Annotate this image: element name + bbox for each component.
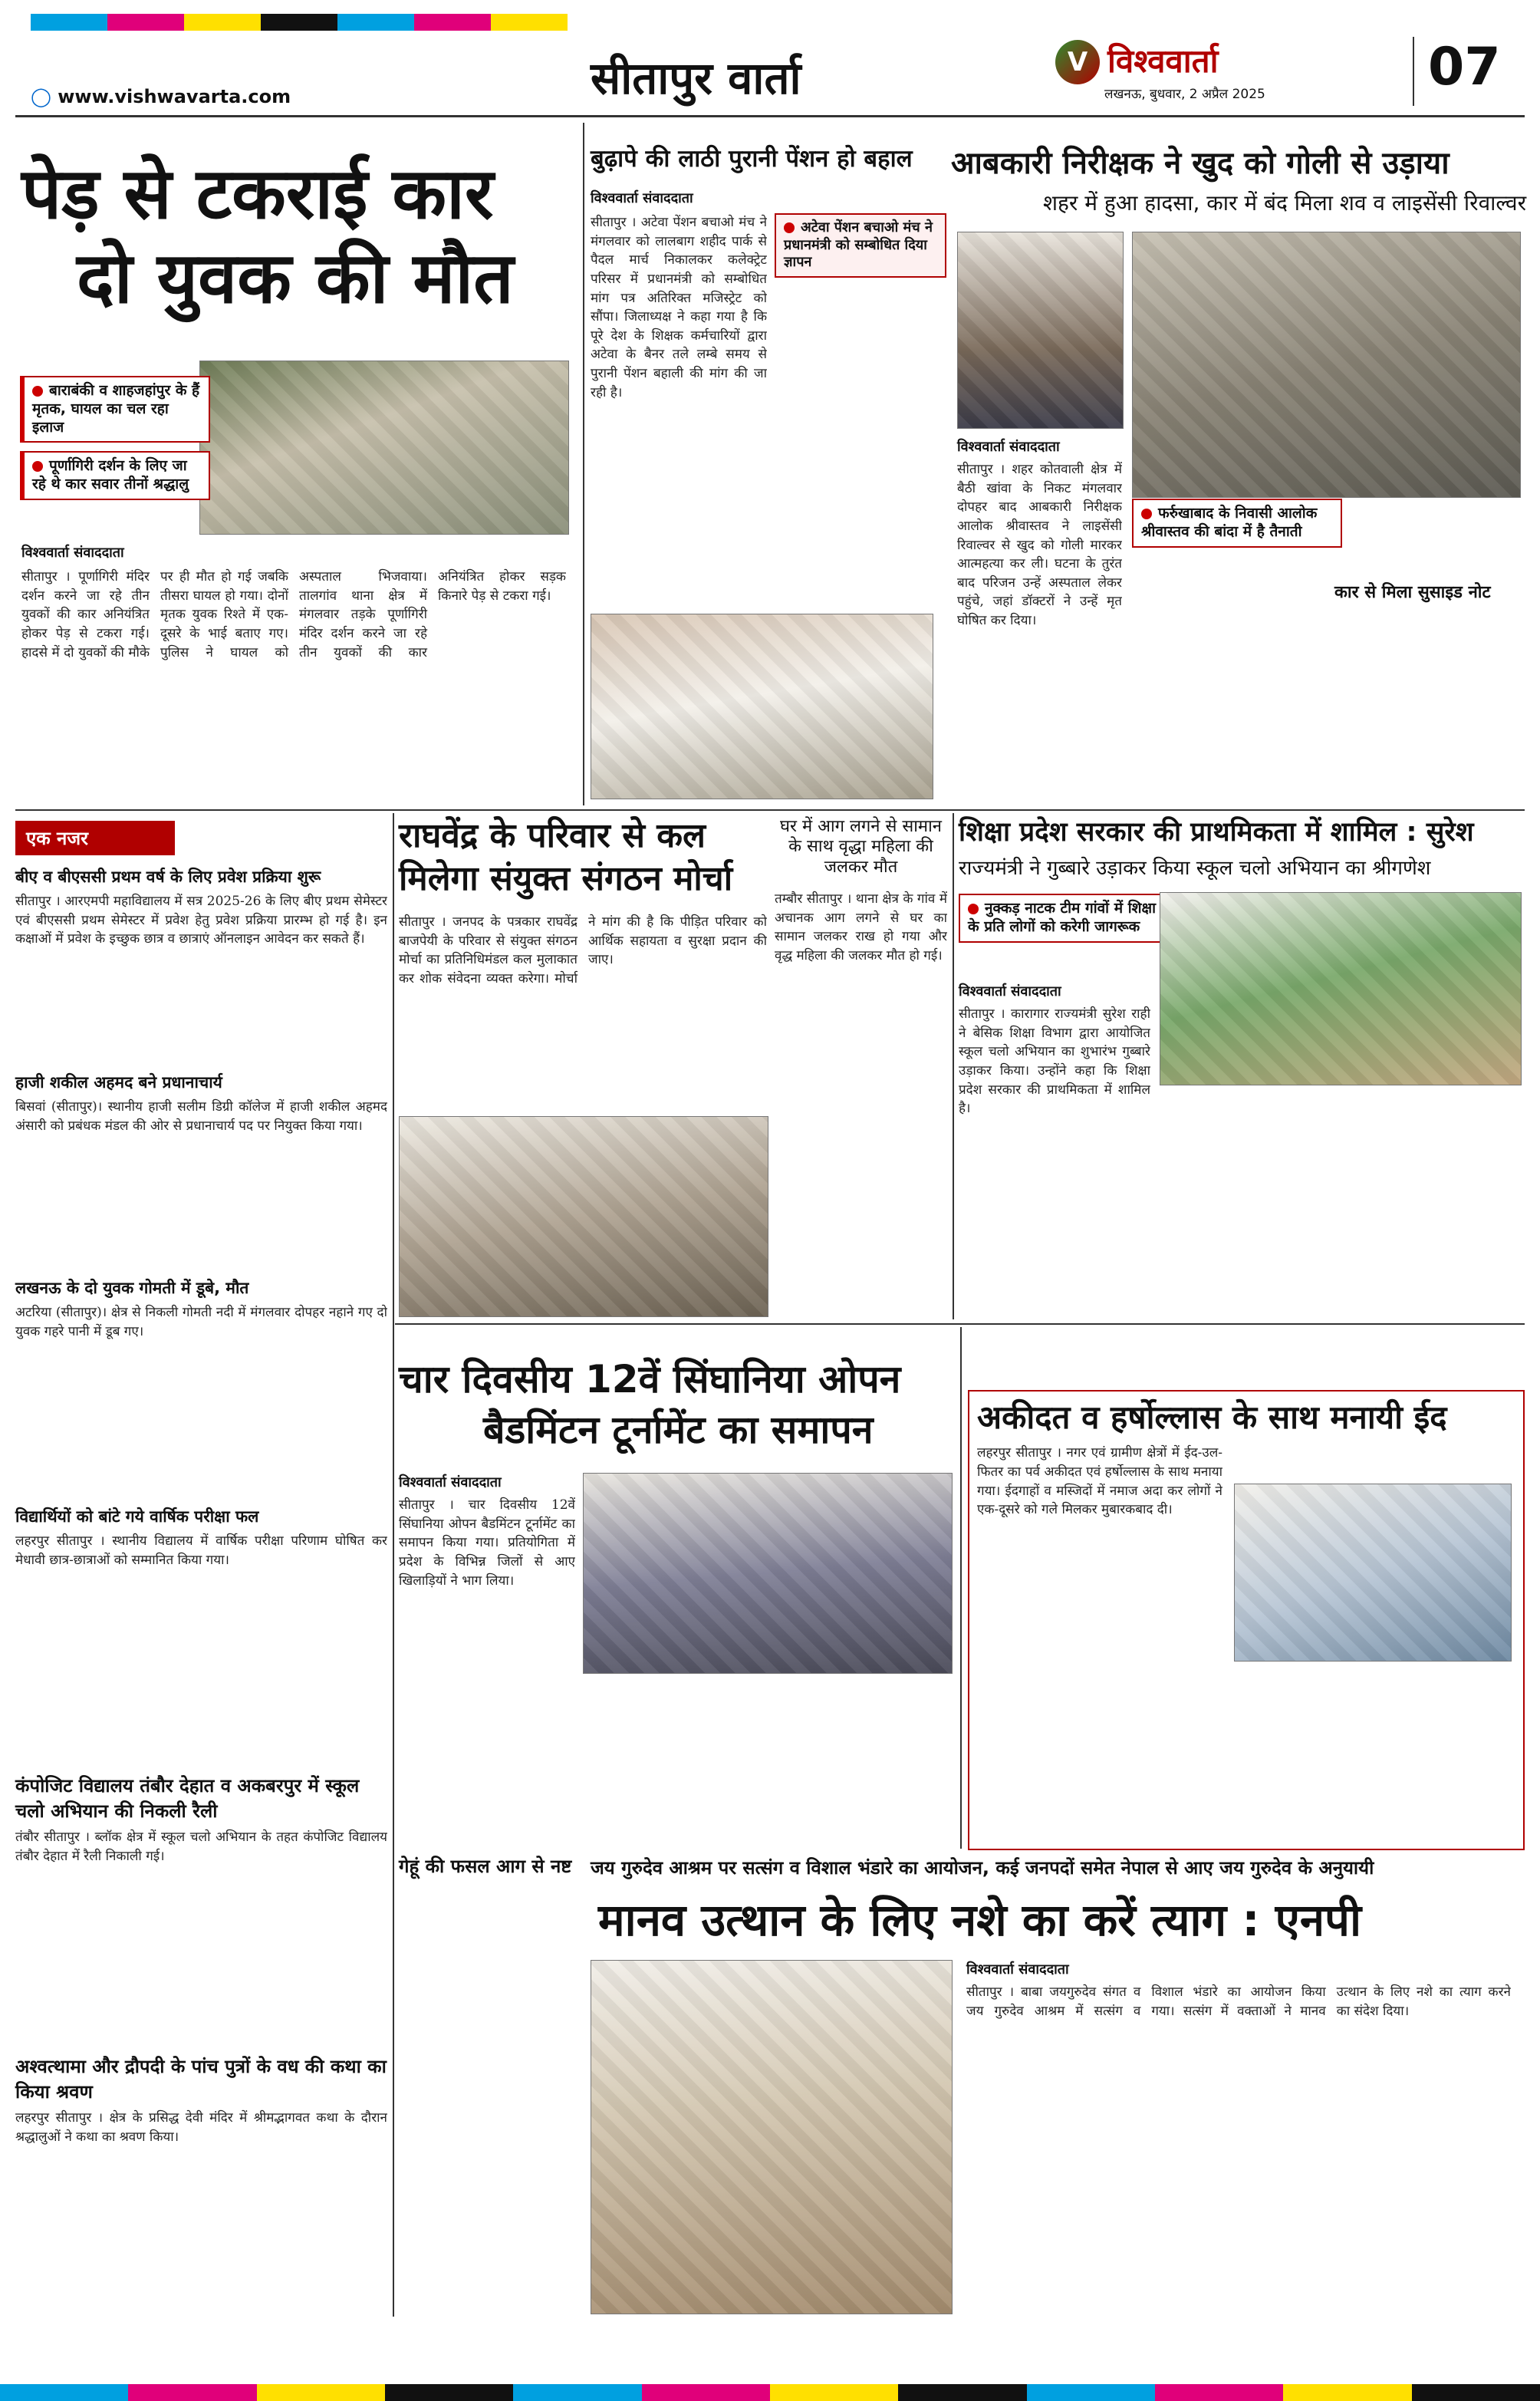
story6-body: सीतापुर । कारागार राज्यमंत्री सुरेश राही ने बेसिक शिक्षा विभाग द्वारा आयोजित स्कूल चलो अभियान का शुभारंभ गुब्बारे उड़ाकर किया। उन्होंने कहा कि शिक्षा प्रदेश सरकार की प्राथमिकता में शामिल है। [959,1006,1150,1117]
sidebar-item [15,1506,387,1762]
story2-photo-rally [591,614,933,799]
story7-photo-players [583,1473,953,1674]
sidebar-item-text: लहरपुर सीतापुर । क्षेत्र के प्रसिद्ध देवी मंदिर में श्रीमद्भागवत कथा के दौरान श्रद्धालुओं ने कथा का श्रवण किया। [15,2110,387,2145]
sidebar-ek-nazar [15,821,387,2317]
sidebar-item-text: अटरिया (सीतापुर)। क्षेत्र से निकली गोमती नदी में मंगलवार दोपहर नहाने गए दो युवक गहरे पानी में डूब गए। [15,1305,387,1339]
masthead-rule [15,115,1525,117]
globe-icon: ◯ [31,86,51,107]
story4-body: सीतापुर । जनपद के पत्रकार राघवेंद्र बाजपेयी के परिवार से संयुक्त संगठन मोर्चा का प्रतिनिधिमंडल कल मुलाकात कर शोक संवेदना व्यक्त करेगा। मोर्चा ने मांग की है कि पीड़ित परिवार को आर्थिक सहायता व सुरक्षा प्रदान की जाए। [399,914,767,986]
sidebar-item [15,1072,387,1266]
story10-byline: विश्ववार्ता संवाददाता [966,1961,1069,1978]
story10-headline: मानव उत्थान के लिए नशे का करें त्याग : एनपी [598,1894,1362,1946]
sidebar-item-head: बीए व बीएससी प्रथम वर्ष के लिए प्रवेश प्रक्रिया शुरू [15,868,321,886]
sidebar-item-head: विद्यार्थियों को बांटे गये वार्षिक परीक्षा फल [15,1507,259,1526]
story4-photo-meeting [399,1116,768,1317]
story3-callout: फर्रुखाबाद के निवासी आलोक श्रीवास्तव की बांदा में है तैनाती [1132,499,1342,548]
story6-deck: राज्यमंत्री ने गुब्बारे उड़ाकर किया स्कूल चलो अभियान का श्रीगणेश [959,857,1431,880]
column-rule [953,813,954,1319]
story2-headline: बुढ़ापे की लाठी पुरानी पेंशन हो बहाल [591,145,913,173]
column-rule [583,123,584,805]
bullet-icon [1141,509,1152,519]
story6-byline: विश्ववार्ता संवाददाता [959,983,1061,1000]
story3 [951,146,1525,805]
page-number: 07 [1428,37,1501,97]
story1-body: सीतापुर । पूर्णागिरी मंदिर दर्शन करने जा रहे तीन युवकों की कार अनियंत्रित होकर पेड़ से टकरा गई। हादसे में दो युवकों की मौके पर ही मौत हो गई जबकि तीसरा घायल हो गया। दोनों मृतक युवक रिश्ते में एक-दूसरे के भाई बताए गए। पुलिस ने घायल को अस्पताल भिजवाया। तालगांव थाना क्षेत्र में मंगलवार तड़के पूर्णागिरी मंदिर दर्शन करने जा रहे तीन युवकों की कार अनियंत्रित होकर सड़क किनारे पेड़ से टकरा गई। [21,569,566,660]
section-rule [15,809,1525,811]
story6-photo-balloons [1160,892,1522,1085]
sidebar-item-head: लखनऊ के दो युवक गोमती में डूबे, मौत [15,1279,249,1297]
story8-body: लहरपुर सीतापुर । नगर एवं ग्रामीण क्षेत्रों में ईद-उल-फितर का पर्व अकीदत एवं हर्षोल्लास के साथ मनाया गया। ईदगाहों व मस्जिदों में नमाज अदा कर लोगों ने एक-दूसरे को गले मिलकर मुबारकबाद दी। [977,1445,1222,1518]
story7-body: सीतापुर । चार दिवसीय 12वें सिंघानिया ओपन बैडमिंटन टूर्नामेंट का समापन किया गया। प्रतियोगिता में प्रदेश के विभिन्न जिलों से आए खिलाड़ियों ने भाग लिया। [399,1497,575,1589]
sidebar-item [15,866,387,1061]
story8-headline: अकीदत व हर्षोल्लास के साथ मनायी ईद [977,1398,1447,1436]
story6-callout: नुक्कड़ नाटक टीम गांवों में शिक्षा के प्रति लोगों को करेगी जागरूक [959,894,1169,943]
paper-logo: V [1055,40,1100,84]
story7-byline: विश्ववार्ता संवाददाता [399,1474,502,1490]
sidebar-item-head: अश्वत्थामा और द्रौपदी के पांच पुत्रों के वध की कथा का किया श्रवण [15,2056,387,2103]
story3-subhead: कार से मिला सुसाइड नोट [1334,583,1491,602]
sidebar-item [15,1773,387,2043]
story1-callout-1: बाराबंकी व शाहजहांपुर के हैं मृतक, घायल का चल रहा इलाज [20,376,210,443]
story8-photo-child [1234,1484,1512,1662]
story4-headline-line2: मिलेगा संयुक्त संगठन मोर्चा [399,859,733,898]
section-title: सीतापुर वार्ता [591,52,801,104]
story7-headline-line1: चार दिवसीय 12वें सिंघानिया ओपन [399,1357,901,1401]
story1-callout-2: पूर्णागिरी दर्शन के लिए जा रहे थे कार सवार तीनों श्रद्धालु [20,451,210,500]
story3-photo-scene [1132,232,1521,498]
sidebar-item-text: लहरपुर सीतापुर । स्थानीय विद्यालय में वार्षिक परीक्षा परिणाम घोषित कर मेधावी छात्र-छात्राओं को सम्मानित किया गया। [15,1533,387,1568]
story1-headline-line2: दो युवक की मौत [77,237,514,319]
story3-body: सीतापुर । शहर कोतवाली क्षेत्र में बैठी खांवा के निकट मंगलवार दोपहर बाद आबकारी निरीक्षक आलोक श्रीवास्तव ने लाइसेंसी रिवाल्वर से खुद को गोली मारकर आत्महत्या कर ली। घटना के तुरंत बाद परिजन उन्हें अस्पताल लेकर पहुंचे, जहां डॉक्टरों ने उन्हें मृत घोषित कर दिया। [957,462,1122,629]
story3-headline: आबकारी निरीक्षक ने खुद को गोली से उड़ाया [951,146,1450,181]
section-rule [395,1323,1525,1325]
story5 [775,817,947,1319]
bullet-icon [32,386,43,397]
story1 [15,123,575,805]
website-url[interactable]: ◯ www.vishwavarta.com [31,86,291,107]
story3-deck: शहर में हुआ हादसा, कार में बंद मिला शव व लाइसेंसी रिवाल्वर [1043,190,1527,216]
story5-body: तम्बौर सीतापुर । थाना क्षेत्र के गांव में अचानक आग लगने से घर का सामान जलकर राख हो गया और वृद्ध महिला की जलकर मौत हो गई। [775,891,947,963]
story3-photo-portrait [957,232,1124,429]
bullet-icon [784,222,795,233]
column-rule [393,813,394,2317]
story2 [591,146,936,805]
story10 [591,1960,1525,2320]
bullet-icon [32,461,43,472]
story9-headline: गेहूं की फसल आग से नष्ट [399,1856,572,1877]
story6-headline: शिक्षा प्रदेश सरकार की प्राथमिकता में शामिल : सुरेश [959,817,1474,848]
story6 [959,817,1525,1319]
sidebar-item-text: तंबौर सीतापुर । ब्लॉक क्षेत्र में स्कूल चलो अभियान के तहत कंपोजिट विद्यालय तंबौर देहात में रैली निकाली गई। [15,1830,387,1864]
story7-headline-line2: बैडमिंटन टूर्नामेंट का समापन [483,1408,874,1452]
story1-photo-crashed-car [199,361,569,535]
story9 [399,1856,583,2317]
sidebar-item-head: हाजी शकील अहमद बने प्रधानाचार्य [15,1073,222,1092]
story10-body: सीतापुर । बाबा जयगुरुदेव संगत व जय गुरुदेव आश्रम में सत्संग व विशाल भंडारे का आयोजन किया गया। सत्संग में वक्ताओं ने मानव उत्थान के लिए नशे का त्याग करने का संदेश दिया। [966,1984,1511,2019]
sidebar-item-head: कंपोजिट विद्यालय तंबौर देहात व अकबरपुर में स्कूल चलो अभियान की निकली रैली [15,1775,360,1822]
story3-byline: विश्ववार्ता संवाददाता [957,439,1060,455]
page-number-divider [1413,37,1414,106]
story2-callout: अटेवा पेंशन बचाओ मंच ने प्रधानमंत्री को सम्बोधित दिया ज्ञापन [775,213,946,278]
story4 [399,817,767,1319]
column-rule [960,1327,962,1849]
sidebar-item-text: सीतापुर । आरएमपी महाविद्यालय में सत्र 2025-26 के लिए बीए प्रथम सेमेस्टर एवं बीएससी प्रथम सेमेस्टर में प्रवेश हेतु प्रवेश प्रक्रिया प्रारम्भ हो गई है। इन कक्षाओं में प्रवेश के इच्छुक छात्र व छात्राएं ऑनलाइन आवेदन कर सकते हैं। [15,894,387,947]
paper-name: विश्ववार्ता [1107,42,1219,80]
story2-byline: विश्ववार्ता संवाददाता [591,190,693,206]
story1-byline: विश्ववार्ता संवाददाता [21,545,124,561]
story5-headline: घर में आग लगने से सामान के साथ वृद्धा महिला की जलकर मौत [779,817,942,877]
story4-headline-line1: राघवेंद्र के परिवार से कल [399,816,706,855]
story8 [968,1390,1525,1850]
story10-kicker: जय गुरुदेव आश्रम पर सत्संग व विशाल भंडारे का आयोजन, कई जनपदों समेत नेपाल से आए जय गुरुदेव के अनुयायी [591,1857,1374,1879]
registration-strip-left [31,14,568,31]
story10-photo-crowd [591,1960,953,2314]
sidebar-item-text: बिसवां (सीतापुर)। स्थानीय हाजी सलीम डिग्री कॉलेज में हाजी शकील अहमद अंसारी को प्रबंधक मंडल की ओर से प्रधानाचार्य पद पर नियुक्त किया गया। [15,1099,387,1134]
story1-headline-line1: पेड़ से टकराई कार [21,153,494,235]
sidebar-label: एक नजर [15,821,175,855]
registration-strip-bottom [0,2384,1540,2401]
sidebar-item [15,2054,387,2339]
sidebar-item [15,1277,387,1495]
dateline: लखनऊ, बुधवार, 2 अप्रैल 2025 [1104,87,1265,102]
story2-body: सीतापुर । अटेवा पेंशन बचाओ मंच ने मंगलवार को लालबाग शहीद पार्क से पैदल मार्च निकालकर कलेक्ट्रेट परिसर में प्रधानमंत्री को सम्बोधित मांग पत्र अतिरिक्त मजिस्ट्रेट को सौंपा। जिलाध्यक्ष ने कहा गया है कि पूरे देश के शिक्षक कर्मचारियों द्वारा अटेवा के बैनर तले लम्बे समय से पुरानी पेंशन बहाली की मांग की जा रही है। [591,215,767,400]
bullet-icon [968,904,979,914]
